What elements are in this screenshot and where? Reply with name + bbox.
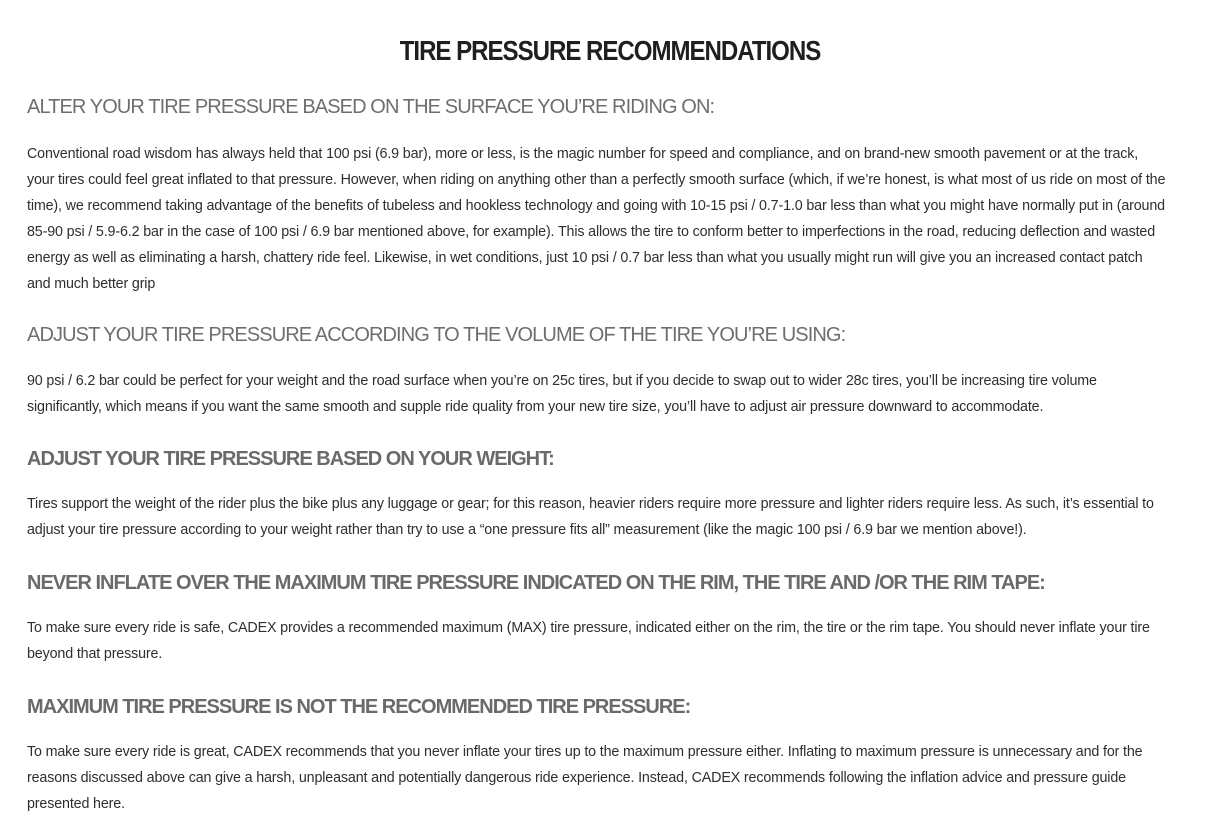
section-heading: ADJUST YOUR TIRE PRESSURE ACCORDING TO THE VOLUME OF THE TIRE YOU’RE USING: xyxy=(27,324,846,346)
section-heading: ALTER YOUR TIRE PRESSURE BASED ON THE SURFACE YOU’RE RIDING ON: xyxy=(27,96,715,118)
section-body: Conventional road wisdom has always held that 100 psi (6.9 bar), more or less, is the magic number for speed and compliance, and on brand-new smooth pavement or at the track, your tires could feel great inflated to that pressure. However, when riding on anything other than a perfectly smooth surface (which, if we’re honest, is what most of us ride on most of the time), we recommend taking advantage of the benefits of tubeless and hookless technology and going with 10-15 psi / 0.7-1.0 bar less than what you might have normally put in (around 85-90 psi / 5.9-6.2 bar in the case of 100 psi / 6.9 bar mentioned above, for example). This allows the tire to conform better to imperfections in the road, reducing deflection and wasted energy as well as eliminating a harsh, chattery ride feel. Likewise, in wet conditions, just 10 psi / 0.7 bar less than what you usually might run will give you an increased contact patch and much better grip xyxy=(27,146,1166,292)
section-heading: ADJUST YOUR TIRE PRESSURE BASED ON YOUR WEIGHT: xyxy=(27,448,554,470)
section-body: To make sure every ride is safe, CADEX provides a recommended maximum (MAX) tire pressure, indicated either on the rim, the tire or the rim tape. You should never inflate your tire beyond that pressure. xyxy=(27,620,1150,662)
section-body: To make sure every ride is great, CADEX recommends that you never inflate your tires up to the maximum pressure either. Inflating to maximum pressure is unnecessary and for the reasons discussed above can give a harsh, unpleasant and potentially dangerous ride experience. Instead, CADEX recommends following the inflation advice and pressure guide presented here. xyxy=(27,744,1143,812)
section-body: Tires support the weight of the rider plus the bike plus any luggage or gear; for this reason, heavier riders require more pressure and lighter riders require less. As such, it’s essential to adjust your tire pressure according to your weight rather than try to use a “one pressure fits all” measurement (like the magic 100 psi / 6.9 bar we mention above!). xyxy=(27,496,1154,538)
section-recommended-pressure xyxy=(27,694,1167,817)
section-volume xyxy=(27,322,1167,420)
section-heading: MAXIMUM TIRE PRESSURE IS NOT THE RECOMMENDED TIRE PRESSURE: xyxy=(27,696,691,718)
page-title: TIRE PRESSURE RECOMMENDATIONS xyxy=(399,35,821,66)
section-surface xyxy=(27,94,1167,297)
section-body: 90 psi / 6.2 bar could be perfect for your weight and the road surface when you’re on 25c tires, but if you decide to swap out to wider 28c tires, you’ll be increasing tire volume significantly, which means if you want the same smooth and supple ride quality from your new tire size, you’ll have to adjust air pressure downward to accommodate. xyxy=(27,373,1097,415)
section-maximum-pressure xyxy=(27,570,1167,667)
section-weight xyxy=(27,446,1167,543)
section-heading: NEVER INFLATE OVER THE MAXIMUM TIRE PRESSURE INDICATED ON THE RIM, THE TIRE AND /OR THE RIM TAPE: xyxy=(27,572,1045,594)
